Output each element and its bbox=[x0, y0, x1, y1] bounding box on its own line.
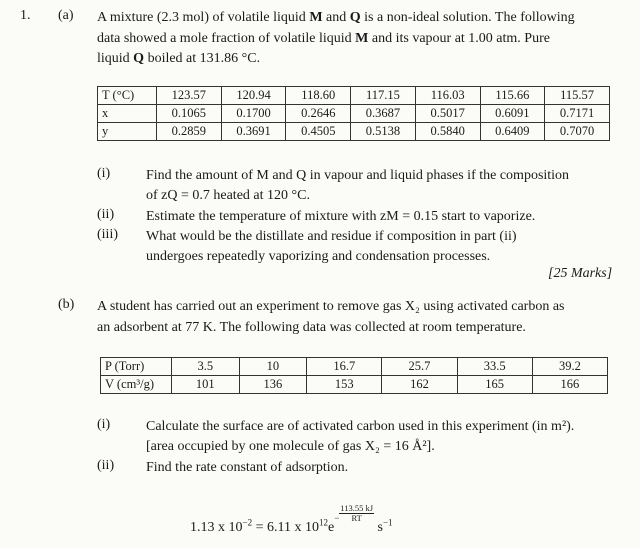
eq-fraction bbox=[339, 504, 374, 523]
question-number: 1. bbox=[20, 8, 31, 23]
part-a-intro-line-3: liquid Q boiled at 131.86 °C. bbox=[97, 51, 261, 66]
table-cell: 25.7 bbox=[382, 358, 457, 376]
table-cell: 10 bbox=[239, 358, 307, 376]
table-cell: 0.5840 bbox=[415, 123, 480, 141]
eq-mid: = 6.11 x 10 bbox=[252, 520, 319, 535]
eq-unit: s bbox=[374, 520, 383, 535]
table-cell: 0.1065 bbox=[157, 105, 222, 123]
rate-equation bbox=[190, 504, 393, 536]
eq-frac-den: RT bbox=[351, 513, 362, 523]
table-cell: 0.3687 bbox=[351, 105, 416, 123]
table-row-label: x bbox=[98, 105, 157, 123]
eq-minus: − bbox=[334, 513, 340, 523]
part-b-intro bbox=[97, 297, 622, 338]
eq-lhs-exp: −2 bbox=[242, 517, 253, 528]
sub-b-i-line-1: Calculate the surface are of activated carbon used in this experiment (in m²). bbox=[146, 419, 575, 434]
table-cell: 0.6409 bbox=[480, 123, 545, 141]
adsorption-table bbox=[100, 357, 608, 394]
vle-table bbox=[97, 86, 610, 141]
table-cell: 115.66 bbox=[480, 87, 545, 105]
table-cell: 0.3691 bbox=[221, 123, 286, 141]
table-cell: 153 bbox=[307, 376, 382, 394]
part-b-label: (b) bbox=[58, 297, 75, 312]
table-row bbox=[101, 358, 608, 376]
table-cell: 120.94 bbox=[221, 87, 286, 105]
table-cell: 101 bbox=[172, 376, 240, 394]
sub-a-i-line-2: of zQ = 0.7 heated at 120 °C. bbox=[146, 188, 310, 203]
table-row-label: T (°C) bbox=[98, 87, 157, 105]
table-row-label: P (Torr) bbox=[101, 358, 172, 376]
part-b-intro-line-2: an adsorbent at 77 K. The following data was collected at room temperature. bbox=[97, 319, 526, 335]
table-cell: 117.15 bbox=[351, 87, 416, 105]
table-cell: 162 bbox=[382, 376, 457, 394]
table-cell: 39.2 bbox=[532, 358, 607, 376]
table-cell: 0.5138 bbox=[351, 123, 416, 141]
sub-a-iii-line-1: What would be the distillate and residue if composition in part (ii) bbox=[146, 229, 517, 244]
sub-a-ii-text: Estimate the temperature of mixture with zM = 0.15 start to vaporize. bbox=[146, 209, 536, 224]
part-a-label: (a) bbox=[58, 8, 74, 23]
table-cell: 0.4505 bbox=[286, 123, 351, 141]
table-row-label: y bbox=[98, 123, 157, 141]
sub-b-i-label: (i) bbox=[97, 417, 111, 432]
sub-b-ii-label: (ii) bbox=[97, 458, 115, 473]
table-cell: 0.2646 bbox=[286, 105, 351, 123]
table-row bbox=[98, 87, 610, 105]
sub-a-ii-label: (ii) bbox=[97, 207, 115, 222]
eq-unit-exp: −1 bbox=[382, 517, 393, 528]
eq-mid-exp: 12 bbox=[318, 517, 328, 528]
sub-b-i-text bbox=[146, 417, 626, 457]
table-cell: 0.5017 bbox=[415, 105, 480, 123]
table-cell: 3.5 bbox=[172, 358, 240, 376]
table-row bbox=[98, 123, 610, 141]
sub-a-i-label: (i) bbox=[97, 166, 111, 181]
table-cell: 0.7070 bbox=[545, 123, 610, 141]
table-cell: 16.7 bbox=[307, 358, 382, 376]
table-cell: 166 bbox=[532, 376, 607, 394]
marks-label: [25 Marks] bbox=[548, 266, 613, 281]
sub-a-i-text bbox=[146, 166, 622, 206]
table-row-label: V (cm³/g) bbox=[101, 376, 172, 394]
eq-frac-num: 113.55 kJ bbox=[340, 503, 374, 513]
sub-a-iii-label: (iii) bbox=[97, 227, 118, 242]
table-cell: 116.03 bbox=[415, 87, 480, 105]
table-cell: 115.57 bbox=[545, 87, 610, 105]
table-cell: 123.57 bbox=[157, 87, 222, 105]
table-cell: 0.6091 bbox=[480, 105, 545, 123]
part-a-intro-line-2: data showed a mole fraction of volatile liquid M and its vapour at 1.00 atm. Pure bbox=[97, 30, 550, 46]
sub-a-i-line-1: Find the amount of M and Q in vapour and liquid phases if the composition bbox=[146, 168, 570, 183]
eq-lhs: 1.13 x 10 bbox=[190, 520, 243, 535]
eq-e: e bbox=[327, 520, 335, 535]
part-b-intro-line-1: A student has carried out an experiment to remove gas X₂ using activated carbon as bbox=[97, 299, 565, 314]
sub-a-iii-line-2: undergoes repeatedly vaporizing and condensation processes. bbox=[146, 249, 491, 264]
part-a-intro-line-1: A mixture (2.3 mol) of volatile liquid M and Q is a non-ideal solution. The following bbox=[97, 10, 575, 25]
sub-a-iii-text bbox=[146, 227, 622, 267]
sub-b-i-line-2: [area occupied by one molecule of gas X₂ = 16 Å²]. bbox=[146, 439, 435, 454]
table-cell: 0.7171 bbox=[545, 105, 610, 123]
table-cell: 165 bbox=[457, 376, 532, 394]
table-row bbox=[98, 105, 610, 123]
part-a-intro bbox=[97, 8, 622, 70]
table-row bbox=[101, 376, 608, 394]
table-cell: 0.2859 bbox=[157, 123, 222, 141]
sub-b-ii-text: Find the rate constant of adsorption. bbox=[146, 460, 349, 475]
table-cell: 136 bbox=[239, 376, 307, 394]
table-cell: 33.5 bbox=[457, 358, 532, 376]
table-cell: 0.1700 bbox=[221, 105, 286, 123]
table-cell: 118.60 bbox=[286, 87, 351, 105]
